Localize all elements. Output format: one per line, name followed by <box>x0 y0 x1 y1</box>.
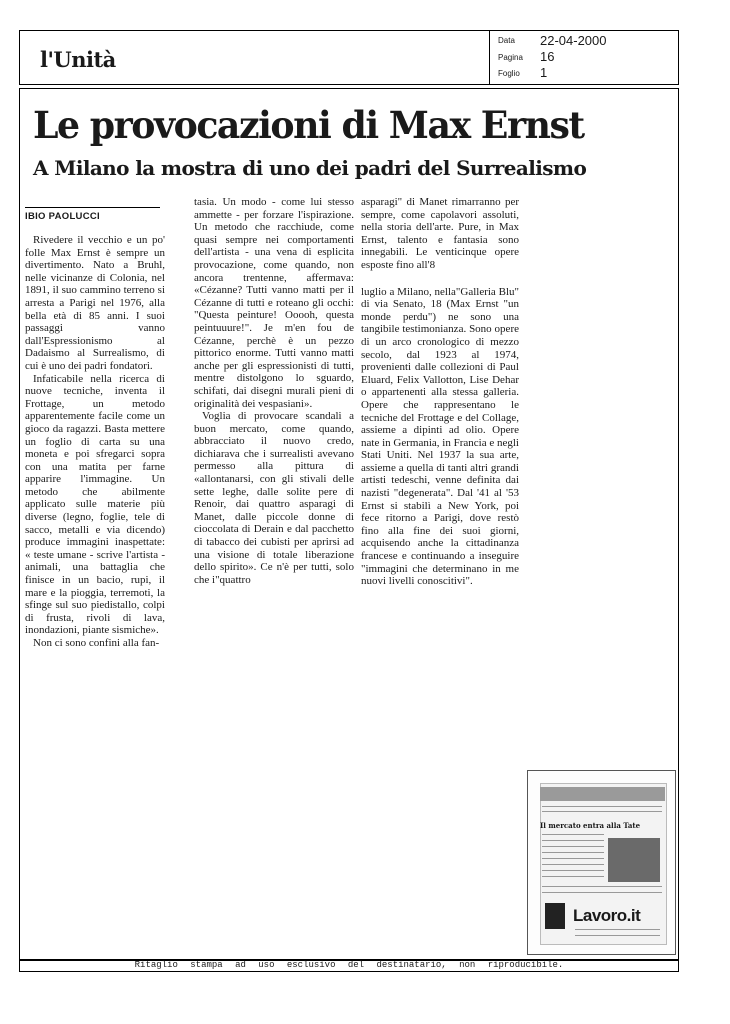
sheet-label: Foglio <box>498 69 520 78</box>
paragraph: asparagi" di Manet rimarranno per sempre, come capolavori assoluti, nella storia dell'arte. Pure, in Max Ernst, talento e fantasia sono innegabili. Le venticinque opere esposte fino all'8 <box>361 196 519 271</box>
footer-notice: Ritaglio stampa ad uso esclusivo del destinatario, non riproducibile. <box>134 960 564 970</box>
thumbnail-text-line <box>542 858 604 859</box>
paragraph: Voglia di provocare scandali a buon mercato, come quando, abbracciato il nuovo credo, dichiarava che i surrealisti avevano permesso alla pittura di «allontanarsi, con gli stivali delle sette leghe, dalle solite pere di Renoir, dai quattro asparagi di Manet, dalle piccole donne di cioccolata di Derain e dal pacchetto di tabacco dei cubisti per aprirsi ad una visione di totale liberazione dello spirito». Ce n'è per tutti, solo che i"quattro <box>194 410 354 586</box>
paragraph: Non ci sono confini alla fan- <box>33 637 160 649</box>
thumbnail-text-line <box>542 834 604 835</box>
paragraph: tasia. Un modo - come lui stesso ammette - per forzare l'ispirazione. Un metodo che racchiude, come quasi sempre nei comportamenti dell'artista - una vena di esplicita provocazione, come quando, non ancora trentenne, affermava: «Cézanne? Tutti vanno matti per il Cézanne di tutti e roteano gli occhi: "Questa peinture! Ooooh, questa peintuuure!". Je m'en fou de Cézanne, perchè è un pezzo pittorico enorme. Tutti vanno matti anche per gli espressionisti di tutti, mentre distolgono lo sguardo, schifati, dai disegni murali pieni di originalità dei vespasiani». <box>194 196 354 410</box>
paragraph: luglio a Milano, nella"Galleria Blu" di via Senato, 18 (Max Ernst "un monde perdu") ne sono una tangibile testimonianza. Sono opere di un arco cronologico di mezzo secolo, dal 1923 al 1974, provenienti dalle collezioni di Paul Eluard, Felix Vallotton, Lise Dehar o appartenenti alla stessa galleria. Opere che rappresentano le tecniche del Frottage e del Collage, assieme a dipinti ad olio. Opere nate in Germania, in Francia e negli Stati Uniti. Nel 1937 la sua arte, assieme a quella di tanti altri grandi artisti tedeschi, venne definita dai nazisti "degenerata". Dal '41 al '53 Ernst si stabilì a New York, poi fece ritorno a Parigi, dove restò fino alla fine dei suoi giorni, acquisendo anche la cittadinanza francese e continuando a inseguire "immagini che determinano in me nuovi livelli conoscitivi". <box>361 285 519 588</box>
header-divider <box>489 30 490 85</box>
thumbnail-text-line <box>542 886 662 887</box>
thumbnail-text-line <box>542 892 662 893</box>
sheet-value: 1 <box>540 65 548 80</box>
thumbnail-text-line <box>542 864 604 865</box>
thumbnail-rule <box>542 811 662 812</box>
column-gap <box>361 272 519 286</box>
thumbnail-logo: Lavoro.it <box>573 906 641 925</box>
thumbnail-masthead <box>540 787 665 801</box>
paragraph: Infaticabile nella ricerca di nuove tecniche, inventa il Frottage, un metodo apparentemente facile come un gioco da ragazzi. Basta mettere un foglio di carta su una moneta e poi sfregarci sopra con una matita per farne apparire l'immagine. Un metodo che abilmente applicato sulle materie più diverse (legno, foglie, tele di sacco, metalli e via dicendo) produce immagini inaspettate: « teste umane - scrive l'artista - animali, una battaglia che finisce in un bacio, rupi, il mare e la pioggia, terremoti, la sfinge sul suo piedistallo, colpi di frusta, rivoli di lava, inondazioni, piante sismiche». <box>25 372 165 637</box>
thumbnail-text-line <box>542 852 604 853</box>
page-label: Pagina <box>498 53 523 62</box>
article-title: Le provocazioni di Max Ernst <box>33 103 584 147</box>
article-column-3 <box>361 196 519 588</box>
byline-rule <box>25 207 160 208</box>
thumbnail-text-line <box>575 929 660 930</box>
paragraph: Rivedere il vecchio e un po' folle Max Ernst è sempre un divertimento. Nato a Bruhl, nelle vicinanze di Colonia, nel 1891, il suo cammino terreno si arresta a Parigi nel 1976, alla bella età di 85 anni. I suoi passaggi vanno dall'Espressionismo al Dadaismo al Surrealismo, di cui è uno dei padri fondatori. <box>25 234 165 372</box>
article-column-2 <box>194 196 354 586</box>
publication-logo: l'Unità <box>40 47 116 72</box>
article-subtitle: A Milano la mostra di uno dei padri del Surrealismo <box>33 156 587 180</box>
article-column-1 <box>25 234 165 650</box>
thumbnail-text-line <box>542 846 604 847</box>
byline: IBIO PAOLUCCI <box>25 211 100 222</box>
date-label: Data <box>498 36 515 45</box>
thumbnail-rule <box>542 806 662 807</box>
date-value: 22-04-2000 <box>540 33 607 48</box>
page-value: 16 <box>540 49 555 64</box>
thumbnail-photo <box>608 838 660 882</box>
thumbnail-headline: Il mercato entra alla Tate <box>540 821 641 830</box>
thumbnail-text-line <box>542 876 604 877</box>
thumbnail-text-line <box>575 935 660 936</box>
thumbnail-text-line <box>542 840 604 841</box>
thumbnail-text-line <box>542 870 604 871</box>
thumbnail-side-banner <box>545 903 565 929</box>
